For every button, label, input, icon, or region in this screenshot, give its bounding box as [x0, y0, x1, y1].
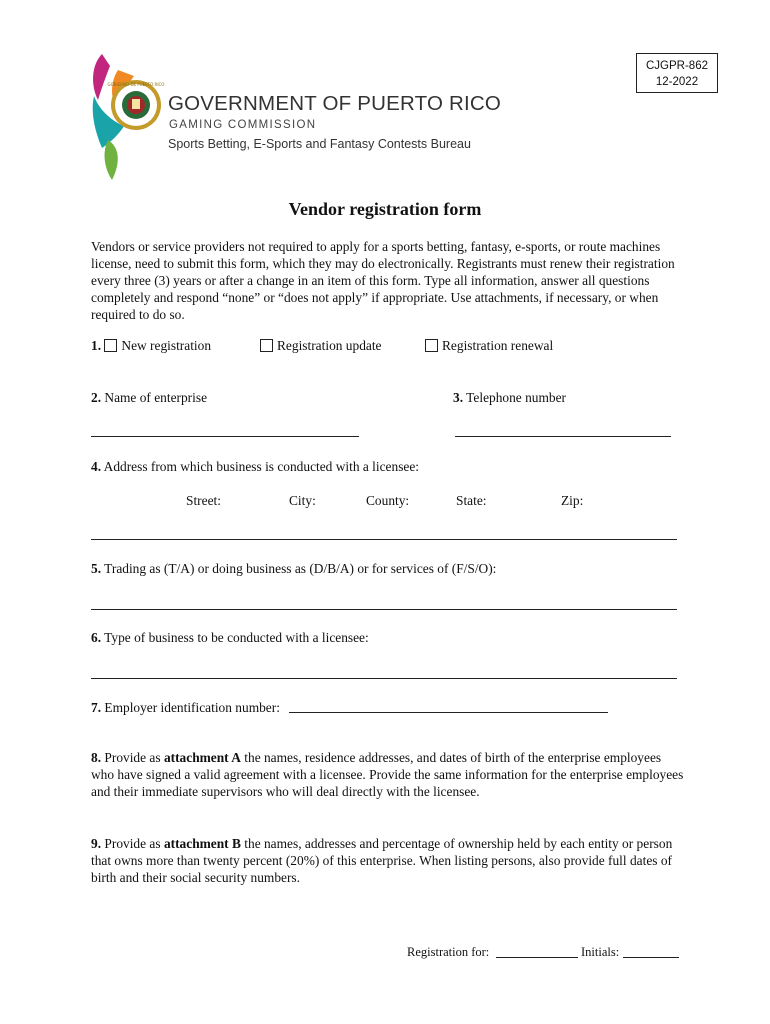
- registration-update-label: Registration update: [277, 338, 382, 353]
- question-7: [91, 700, 280, 716]
- trading-as-label: Trading as (T/A) or doing business as (D/B/A) or for services of (F/S/O):: [104, 561, 497, 576]
- logo-ribbon-green: [105, 140, 118, 180]
- question-3: [453, 390, 566, 406]
- enterprise-name-label: Name of enterprise: [104, 390, 208, 405]
- question-4-number: 4.: [91, 459, 102, 474]
- footer-initials: [581, 945, 619, 960]
- question-9-intro: Provide as: [104, 836, 161, 851]
- question-4: [91, 459, 419, 475]
- question-1-number: 1.: [91, 338, 102, 353]
- registration-renewal-checkbox[interactable]: [425, 339, 438, 352]
- telephone-label: Telephone number: [466, 390, 566, 405]
- zip-label: Zip:: [561, 493, 584, 508]
- question-8-number: 8.: [91, 750, 102, 765]
- initials-field[interactable]: [623, 957, 679, 958]
- address-field[interactable]: [91, 539, 677, 540]
- business-type-field[interactable]: [91, 678, 677, 679]
- question-6: [91, 630, 369, 646]
- attachment-b-label: attachment B: [163, 836, 241, 851]
- telephone-field[interactable]: [455, 436, 671, 437]
- bureau-name: Sports Betting, E-Sports and Fantasy Contests Bureau: [168, 137, 471, 151]
- question-2-number: 2.: [91, 390, 102, 405]
- question-9-number: 9.: [91, 836, 102, 851]
- registration-for-field[interactable]: [496, 957, 578, 958]
- enterprise-name-field[interactable]: [91, 436, 359, 437]
- question-5-number: 5.: [91, 561, 102, 576]
- question-2: [91, 390, 207, 406]
- footer-registration-for: [407, 945, 489, 960]
- intro-paragraph: Vendors or service providers not required to apply for a sports betting, fantasy, e-sports, or route machines license, need to submit this form, which they may do electronically. Registrants must renew their registration every three (3) years or after a change in an item of this form. Type all information, answer all questions completely and respond “none” or “does not apply” if appropriate. Use attachments, if necessary, or when required to do so.: [91, 239, 675, 322]
- trading-as-field[interactable]: [91, 609, 677, 610]
- seal-text: GOBIERNO DE PUERTO RICO: [107, 82, 165, 87]
- county-label: County:: [366, 493, 410, 508]
- ein-label: Employer identification number:: [104, 700, 280, 715]
- question-7-number: 7.: [91, 700, 102, 715]
- ein-field[interactable]: [289, 712, 608, 713]
- question-9-text: the names, addresses and percentage of ownership held by each entity or person that owns more than twenty percent (20%) of this enterprise. When listing persons, also provide full dates of birth and their social security numbers.: [91, 836, 673, 885]
- street-label: Street:: [186, 493, 221, 508]
- registration-renewal-label: Registration renewal: [442, 338, 554, 353]
- question-3-number: 3.: [453, 390, 464, 405]
- form-title: Vendor registration form: [288, 199, 482, 219]
- form-code-box: [636, 53, 718, 93]
- government-title: GOVERNMENT OF PUERTO RICO: [168, 92, 502, 115]
- new-registration-checkbox[interactable]: [104, 339, 117, 352]
- question-8-text: the names, residence addresses, and dates of birth of the enterprise employees who have signed a valid agreement with a licensee. Provide the same information for the enterprise employees and their immediate supervisors who will deal directly with the licensee.: [91, 750, 684, 799]
- question-1: [91, 338, 211, 354]
- question-9: [91, 835, 687, 886]
- registration-renewal-option: [425, 338, 553, 354]
- address-label: Address from which business is conducted with a licensee:: [103, 459, 420, 474]
- form-code-number: CJGPR-862: [646, 60, 708, 72]
- question-5: [91, 561, 496, 577]
- city-label: City:: [289, 493, 316, 508]
- new-registration-label: New registration: [121, 338, 212, 353]
- question-8: [91, 749, 687, 800]
- logo-ribbon-magenta: [93, 54, 110, 100]
- commission-name: GAMING COMMISSION: [169, 119, 317, 131]
- form-code-date: 12-2022: [655, 76, 699, 88]
- registration-update-checkbox[interactable]: [260, 339, 273, 352]
- registration-for-label: Registration for:: [407, 945, 490, 959]
- attachment-a-label: attachment A: [163, 750, 241, 765]
- business-type-label: Type of business to be conducted with a licensee:: [104, 630, 369, 645]
- question-6-number: 6.: [91, 630, 102, 645]
- registration-update-option: [260, 338, 382, 354]
- state-label: State:: [456, 493, 487, 508]
- gaming-commission-logo: [88, 48, 168, 183]
- question-8-intro: Provide as: [104, 750, 161, 765]
- initials-label: Initials:: [581, 945, 620, 959]
